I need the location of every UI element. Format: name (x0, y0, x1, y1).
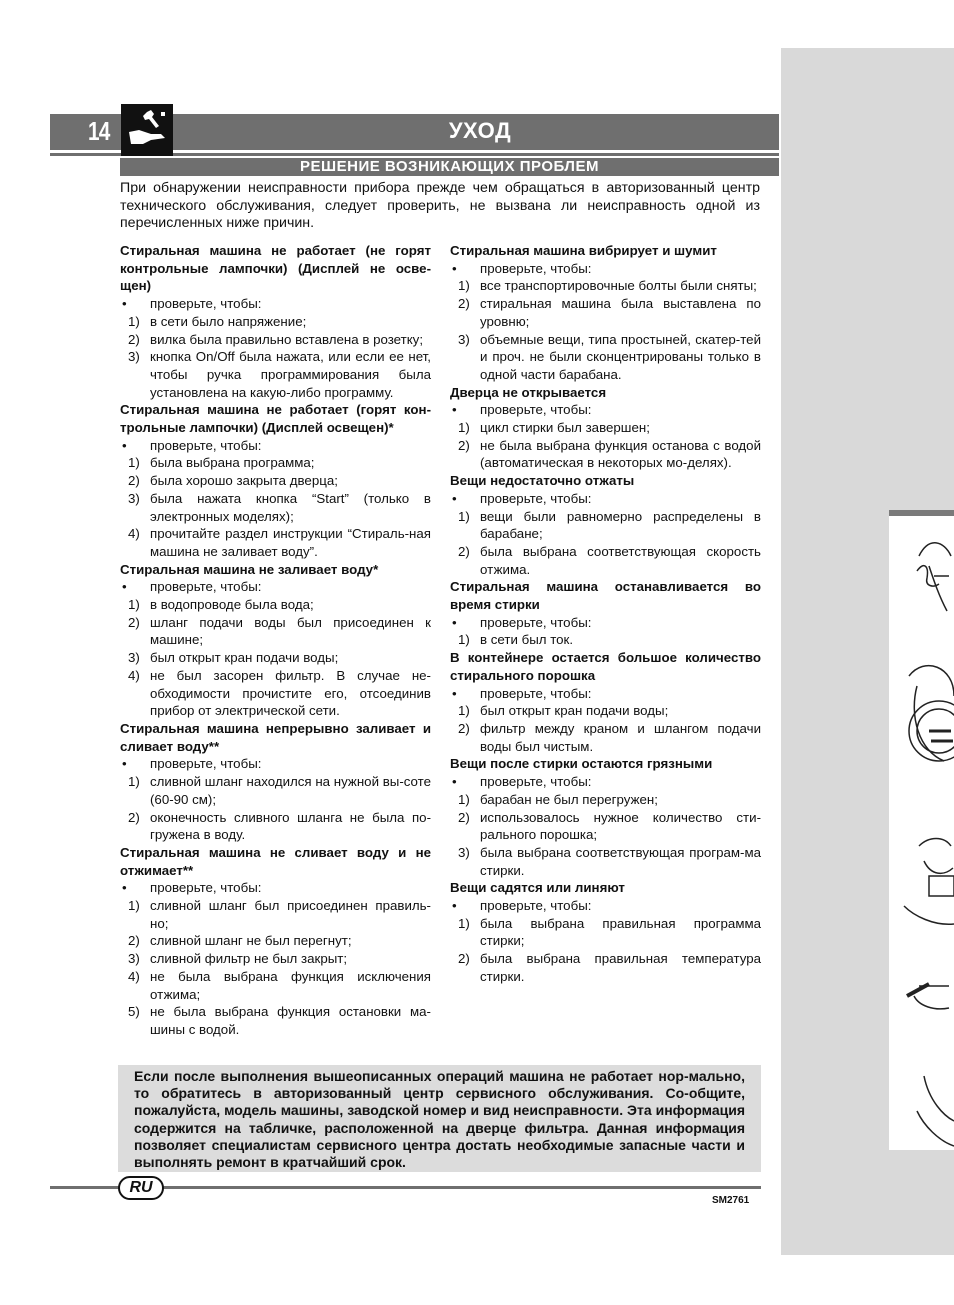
list-item (120, 1003, 431, 1038)
problem-title: Дверца не открывается (450, 384, 607, 400)
document-code: SM2761 (712, 1195, 750, 1206)
item-text: фильтр между краном и шлангом подачи воды был чистым. (480, 720, 761, 754)
check-line (120, 879, 431, 897)
item-text: была выбрана правильная программа стирки; (480, 915, 761, 949)
item-text: использовалось нужное количество сти-рального порошка; (480, 809, 761, 843)
item-number: 3) (128, 951, 140, 967)
problem-title: Вещи садятся или линяют (450, 880, 625, 896)
list-item (450, 702, 761, 720)
bullet-icon: • (122, 437, 127, 453)
item-number: 4) (128, 526, 140, 542)
check-label: проверьте, чтобы: (480, 898, 592, 914)
item-number: 2) (128, 473, 140, 489)
item-number: 1) (128, 898, 140, 914)
problem-title: Стиральная машина вибрирует и шумит (450, 243, 717, 258)
washing-machine-illustrations-icon (889, 516, 954, 1150)
check-line (450, 490, 761, 508)
item-text: сливной шланг находился на нужной вы-соте (60-90 см); (150, 774, 431, 807)
item-number: 2) (128, 933, 140, 949)
subsection-title: РЕШЕНИЕ ВОЗНИКАЮЩИХ ПРОБЛЕМ (120, 158, 779, 176)
item-number: 4) (128, 667, 140, 683)
item-number: 1) (458, 915, 470, 931)
list-item (120, 348, 431, 401)
item-number: 2) (128, 809, 140, 825)
hand-wrench-icon (121, 104, 173, 156)
list-item (120, 525, 431, 560)
item-text: был открыт кран подачи воды; (150, 650, 339, 666)
list-item (450, 809, 761, 844)
item-text: был открыт кран подачи воды; (480, 703, 669, 719)
item-text: сливной шланг не был перегнут; (150, 933, 352, 949)
list-item (120, 968, 431, 1003)
item-text: стиральная машина была выставлена по уровню; (480, 296, 761, 329)
list-item (120, 809, 431, 844)
check-label: проверьте, чтобы: (150, 756, 262, 772)
list-item (450, 277, 761, 295)
item-number: 4) (128, 968, 140, 984)
list-item (450, 950, 761, 985)
list-item (450, 791, 761, 809)
item-text: оконечность сливного шланга не была по-гружена в воду. (150, 809, 431, 843)
check-line (450, 773, 761, 791)
list-item (450, 437, 761, 472)
item-number: 1) (128, 774, 140, 790)
bullet-icon: • (122, 756, 127, 772)
list-item (450, 720, 761, 755)
item-text: в сети было напряжение; (150, 313, 307, 329)
list-item (450, 295, 761, 330)
list-item (450, 915, 761, 950)
check-line (120, 755, 431, 773)
check-line (450, 897, 761, 915)
check-line (450, 685, 761, 703)
bullet-icon: • (122, 579, 127, 595)
check-label: проверьте, чтобы: (480, 260, 592, 276)
item-text: все транспортировочные болты были сняты; (480, 278, 757, 294)
item-number: 3) (458, 331, 470, 347)
item-text: цикл стирки был завершен; (480, 420, 650, 436)
item-number: 2) (458, 437, 470, 453)
item-number: 1) (458, 703, 470, 719)
problem-title: Стиральная машина останавливается во время стирки (450, 579, 761, 613)
item-text: не была выбрана функция исключения отжима; (150, 968, 431, 1002)
list-item (450, 543, 761, 578)
item-number: 1) (128, 455, 140, 471)
list-item (120, 454, 431, 472)
bullet-icon: • (122, 880, 127, 896)
item-text: не был засорен фильтр. В случае не-обходимости прочистите его, отсоединив прибор от электрической сети. (150, 667, 431, 719)
list-item (450, 631, 761, 649)
problem-title: Стиральная машина не заливает воду* (120, 561, 379, 577)
item-text: была выбрана правильная температура стирки. (480, 951, 761, 984)
item-text: барабан не был перегружен; (480, 791, 658, 807)
item-number: 1) (458, 420, 470, 436)
item-text: была хорошо закрыта дверца; (150, 473, 338, 489)
bullet-icon: • (452, 685, 457, 701)
item-number: 2) (458, 296, 470, 312)
language-badge: RU (118, 1176, 164, 1200)
item-text: сливной фильтр не был закрыт; (150, 951, 348, 967)
check-line (120, 578, 431, 596)
check-label: проверьте, чтобы: (480, 402, 592, 418)
check-line (120, 295, 431, 313)
item-text: объемные вещи, типа простыней, скатер-тей и проч. не были сконцентрированы только в одной части барабана. (480, 331, 761, 382)
list-item (450, 331, 761, 384)
list-item (120, 614, 431, 649)
check-line (450, 614, 761, 632)
check-label: проверьте, чтобы: (150, 579, 262, 595)
item-number: 3) (128, 490, 140, 506)
item-text: в водопроводе была вода; (150, 597, 314, 613)
check-label: проверьте, чтобы: (480, 774, 592, 790)
care-icon (121, 104, 173, 156)
check-label: проверьте, чтобы: (150, 296, 262, 312)
item-number: 1) (458, 278, 470, 294)
section-title: УХОД (448, 118, 512, 143)
item-text: в сети был ток. (480, 632, 574, 648)
bullet-icon: • (452, 774, 457, 790)
check-label: проверьте, чтобы: (150, 880, 262, 896)
page-number: 14 (88, 116, 110, 146)
list-item (120, 773, 431, 808)
problem-title: В контейнере остается большое количество стирального порошка (450, 650, 761, 683)
bullet-icon: • (122, 296, 127, 312)
item-number: 1) (458, 791, 470, 807)
item-number: 2) (458, 809, 470, 825)
item-text: вещи были равномерно распределены в барабане; (480, 508, 761, 542)
bullet-icon: • (452, 490, 457, 506)
intro-paragraph: При обнаружении неисправности прибора прежде чем обращаться в авторизованный центр технического обслуживания, следует проверить, не вызвана ли неисправность одной из перечисленных ниже причин. (120, 180, 760, 232)
service-note: Если после выполнения вышеописанных операций машина не работает нор-мально, то обратитесь в авторизованный центр сервисного обслуживания. Со-общите, пожалуйста, модель машины, заводской номер и вид неисправности. Эта информация содержится на табличке, расположенной на дверце фильтра. Данная информация позволяет специалистам сервисного центра достать необходимые запасные части и выполнять ремонт в кратчайший срок. (118, 1065, 761, 1172)
item-text: шланг подачи воды был присоединен к машине; (150, 614, 431, 648)
list-item (120, 667, 431, 720)
problem-title: Стиральная машина не сливает воду и не отжимает** (120, 844, 431, 878)
item-text: была нажата кнопка “Start” (только в электронных моделях); (150, 490, 431, 524)
bullet-icon: • (452, 898, 457, 914)
item-text: сливной шланг был присоединен правиль-но; (150, 898, 431, 931)
problem-title: Вещи после стирки остаются грязными (450, 756, 713, 772)
item-number: 1) (128, 313, 140, 329)
item-number: 1) (458, 508, 470, 524)
item-number: 3) (128, 650, 140, 666)
list-item (450, 419, 761, 437)
item-number: 3) (128, 349, 140, 365)
item-text: была выбрана соответствующая скорость отжима. (480, 543, 761, 577)
item-text: не была выбрана функция остановки ма-шины с водой. (150, 1004, 431, 1037)
left-column (120, 242, 431, 1039)
item-number: 1) (458, 632, 470, 648)
item-text: вилка была правильно вставлена в розетку; (150, 331, 424, 347)
list-item (120, 897, 431, 932)
check-label: проверьте, чтобы: (480, 614, 592, 630)
bullet-icon: • (452, 260, 457, 276)
item-text: прочитайте раздел инструкции “Стираль-ная машина не заливает воду”. (150, 526, 431, 559)
list-item (120, 313, 431, 331)
item-number: 1) (128, 597, 140, 613)
bullet-icon: • (452, 614, 457, 630)
problem-title: Стиральная машина непрерывно заливает и сливает воду** (120, 720, 431, 754)
list-item (450, 508, 761, 543)
item-number: 3) (458, 844, 470, 860)
item-text: была выбрана соответствующая програм-ма стирки. (480, 844, 761, 878)
check-line (450, 260, 761, 278)
check-label: проверьте, чтобы: (150, 437, 262, 453)
side-illustrations (889, 510, 954, 1150)
check-line (450, 401, 761, 419)
list-item (450, 844, 761, 879)
right-column (450, 242, 761, 986)
list-item (120, 490, 431, 525)
check-label: проверьте, чтобы: (480, 490, 592, 506)
item-number: 2) (458, 720, 470, 736)
problem-title: Вещи недостаточно отжаты (450, 473, 635, 489)
list-item (120, 596, 431, 614)
check-line (120, 437, 431, 455)
bullet-icon: • (452, 402, 457, 418)
item-number: 5) (128, 1004, 140, 1020)
list-item (120, 649, 431, 667)
item-text: кнопка On/Off была нажата, или если ее нет, чтобы ручка программирования была установлена на какую-либо программу. (150, 349, 431, 400)
item-number: 2) (128, 614, 140, 630)
item-number: 2) (128, 331, 140, 347)
problem-title: Стиральная машина не работает (не горят контрольные лампочки) (Дисплей не осве-щен) (120, 243, 431, 294)
list-item (120, 950, 431, 968)
item-text: не была выбрана функция останова с водой (автоматическая в некоторых мо-делях). (480, 437, 761, 471)
item-number: 2) (458, 543, 470, 559)
problem-title: Стиральная машина не работает (горят кон-трольные лампочки) (Дисплей освещен)* (120, 402, 431, 436)
list-item (120, 331, 431, 349)
item-text: была выбрана программа; (150, 455, 315, 471)
item-number: 2) (458, 951, 470, 967)
list-item (120, 472, 431, 490)
list-item (120, 932, 431, 950)
check-label: проверьте, чтобы: (480, 685, 592, 701)
